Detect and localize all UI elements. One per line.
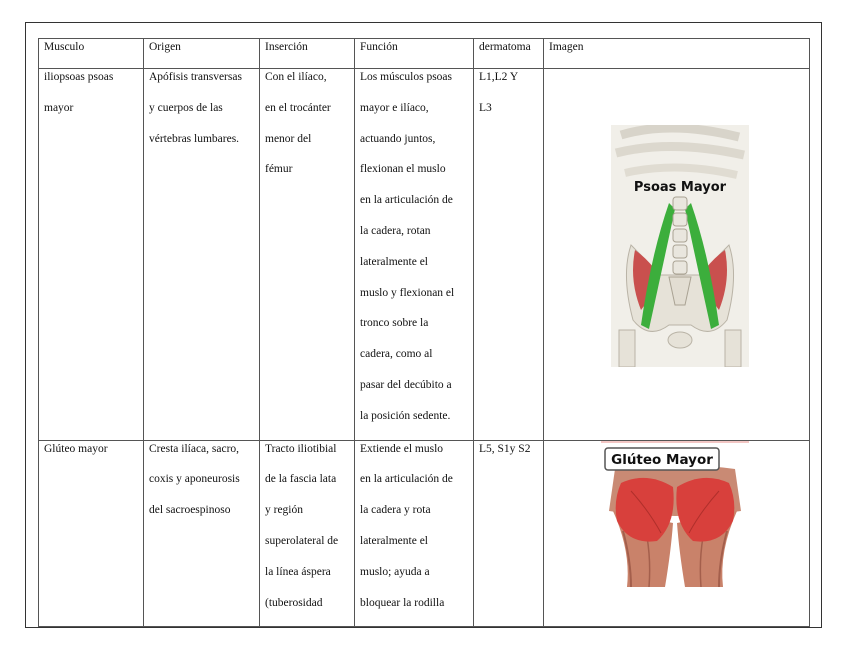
text-line: superolateral de <box>265 534 339 547</box>
text-line: vértebras lumbares. <box>149 132 240 145</box>
text-line: del sacroespinoso <box>149 504 231 517</box>
psoas-label: Psoas Mayor <box>633 180 727 195</box>
table-row-psoas <box>39 69 810 441</box>
header-origen: Origen <box>144 39 260 69</box>
cell-origen <box>144 69 260 441</box>
gluteo-mayor-illustration <box>601 441 749 587</box>
text-line: bloquear la rodilla <box>360 596 445 609</box>
text-line: fémur <box>265 163 293 176</box>
text-line: menor del <box>265 132 312 145</box>
text-line: Cresta ilíaca, sacro, <box>149 442 240 455</box>
text-line: Tracto iliotibial <box>265 442 337 455</box>
cell-funcion <box>355 69 474 441</box>
text-line: L5, S1y S2 <box>479 442 531 455</box>
text-line: L1,L2 Y <box>479 71 519 83</box>
text-line: Extiende el muslo <box>360 442 444 455</box>
cell-insercion <box>260 69 355 441</box>
gluteo-label: Glúteo Mayor <box>611 451 713 468</box>
text-line: Con el ilíaco, <box>265 71 327 83</box>
text-line: la cadera, rotan <box>360 224 431 237</box>
text-line: pasar del decúbito a <box>360 378 452 391</box>
text-line: y región <box>265 504 304 517</box>
text-line: (tuberosidad <box>265 596 323 609</box>
text-line: en la articulación de <box>360 194 453 207</box>
header-musculo: Musculo <box>39 39 144 69</box>
text-line: coxis y aponeurosis <box>149 473 240 486</box>
table-header-row <box>39 39 810 69</box>
text-line: la cadera y rota <box>360 504 431 517</box>
cell-musculo <box>39 69 144 441</box>
header-insercion: Inserción <box>260 39 355 69</box>
text-line: en la articulación de <box>360 473 453 486</box>
text-line: lateralmente el <box>360 255 429 268</box>
cell-musculo <box>39 440 144 627</box>
text-line: muslo y flexionan el <box>360 286 455 299</box>
text-line: mayor <box>44 101 74 114</box>
psoas-mayor-illustration <box>611 125 749 367</box>
cell-imagen <box>544 440 810 627</box>
cell-imagen <box>544 69 810 441</box>
cell-funcion <box>355 440 474 627</box>
text-line: flexionan el muslo <box>360 163 446 176</box>
cell-dermatoma <box>474 440 544 627</box>
text-line: la posición sedente. <box>360 409 451 422</box>
text-line: actuando juntos, <box>360 132 436 145</box>
text-line: cadera, como al <box>360 348 433 361</box>
text-line: la línea áspera <box>265 565 331 578</box>
header-imagen: Imagen <box>544 39 810 69</box>
text-line: L3 <box>479 101 492 114</box>
text-line: iliopsoas psoas <box>44 71 114 83</box>
text-line: mayor e ilíaco, <box>360 101 429 114</box>
text-line: Glúteo mayor <box>44 442 108 455</box>
cell-dermatoma <box>474 69 544 441</box>
muscle-table <box>38 38 810 627</box>
text-line: tronco sobre la <box>360 317 429 330</box>
header-dermatoma: dermatoma <box>474 39 544 69</box>
text-line: muslo; ayuda a <box>360 565 430 578</box>
text-line: Apófisis transversas <box>149 71 242 83</box>
text-line: Los músculos psoas <box>360 71 452 83</box>
text-line: en el trocánter <box>265 101 331 114</box>
header-funcion: Función <box>355 39 474 69</box>
cell-insercion <box>260 440 355 627</box>
table-row-gluteo <box>39 440 810 627</box>
text-line: lateralmente el <box>360 534 429 547</box>
text-line: de la fascia lata <box>265 473 337 486</box>
text-line: y cuerpos de las <box>149 101 223 114</box>
cell-origen <box>144 440 260 627</box>
